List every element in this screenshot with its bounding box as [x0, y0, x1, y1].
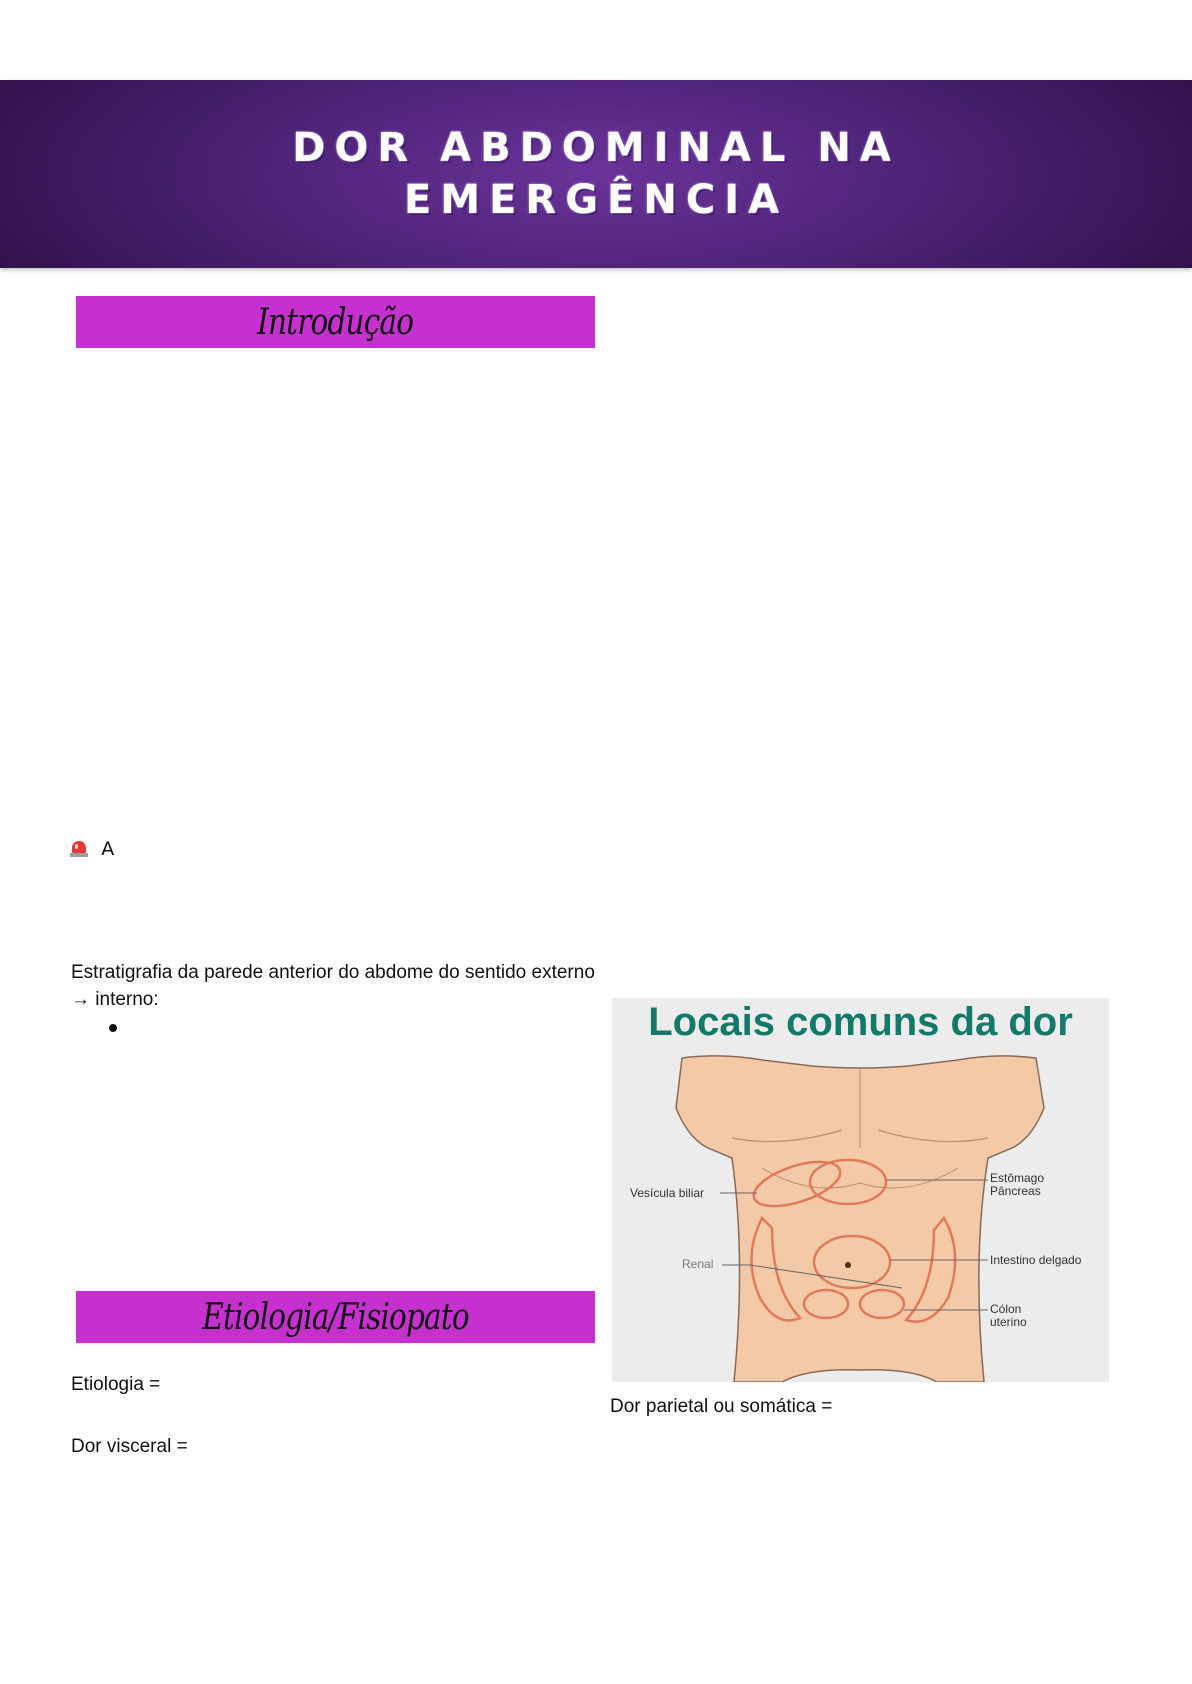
- alarm-note: [70, 838, 114, 861]
- alarm-note-text: A: [101, 838, 115, 860]
- label-vesicula: Vesícula biliar: [630, 1186, 705, 1200]
- label-uterino: uterino: [990, 1315, 1027, 1329]
- label-colon: Cólon: [990, 1302, 1022, 1316]
- section-title-etiologia: Etiologia/Fisiopato: [202, 1296, 469, 1338]
- section-title-introducao: Introdução: [257, 301, 414, 343]
- label-estomago: Estômago: [990, 1171, 1045, 1185]
- document-title-line-2: EMERGÊNCIA: [403, 177, 789, 223]
- label-pancreas: Pâncreas: [990, 1184, 1041, 1198]
- dor-parietal-text: Dor parietal ou somática =: [610, 1396, 833, 1417]
- dor-visceral-text: Dor visceral =: [71, 1436, 188, 1457]
- bullet-point: [109, 1024, 117, 1032]
- police-light-icon: [70, 838, 88, 858]
- abdominal-pain-figure: [612, 998, 1109, 1382]
- etiologia-text: Etiologia =: [71, 1374, 161, 1395]
- section-header-etiologia: [76, 1291, 595, 1343]
- label-intestino: Intestino delgado: [990, 1253, 1082, 1267]
- estratigrafia-line-1: Estratigrafia da parede anterior do abdome do sentido externo: [71, 962, 595, 983]
- document-title-line-1: DOR ABDOMINAL NA: [292, 125, 900, 171]
- figure-title: Locais comuns da dor: [648, 1000, 1073, 1044]
- section-header-introducao: [76, 296, 595, 348]
- estratigrafia-line-2: → interno:: [71, 989, 159, 1010]
- header-banner: [0, 80, 1192, 268]
- label-renal: Renal: [682, 1257, 714, 1271]
